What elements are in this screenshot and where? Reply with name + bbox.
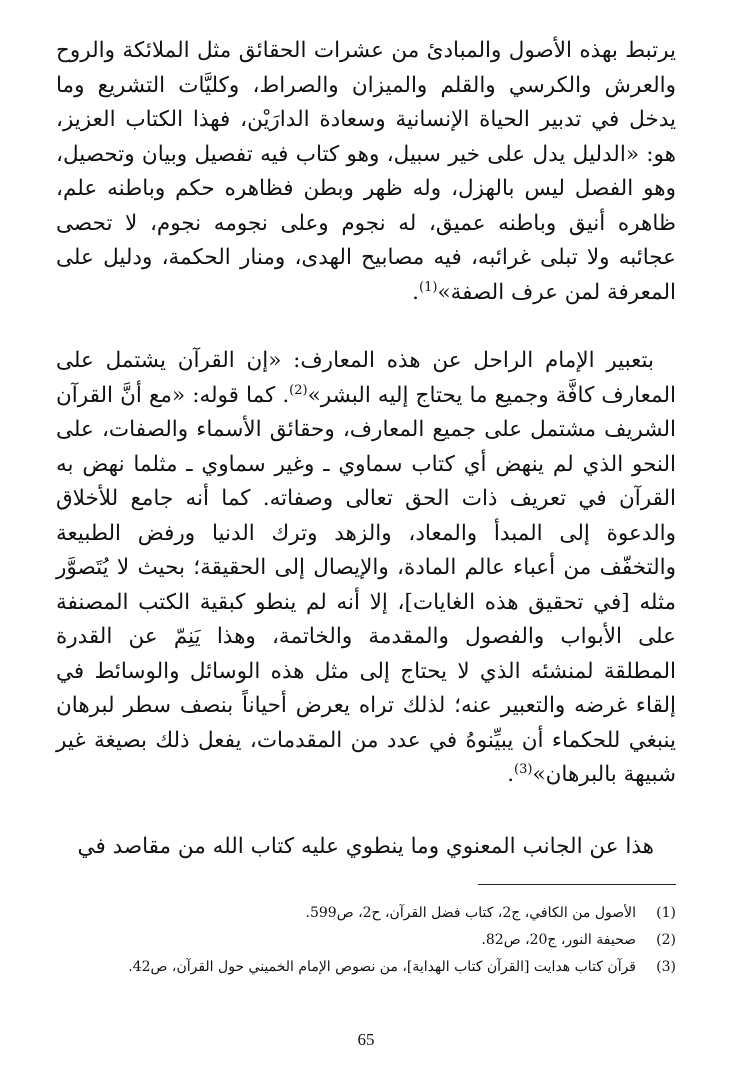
footnote-number: (3) xyxy=(656,959,676,975)
paragraph-2-text-b: . كما قوله: «مع أنَّ القرآن الشريف مشتمل على جميع المعارف، وحقائق الأسماء والصفات، على النحو الذي لم ينهض أي كتاب سماوي ـ وغير سماوي ـ مثلما نهض به القرآن في تعريف ذات الحق تعالى وصفاته. كما أنه جامع للأخلاق والدعوة إلى المبدأ والمعاد، والزهد وترك الدنيا ورفض الطبيعة والتخفّف من أعباء عالم المادة، والإيصال إلى الحقيقة؛ بحيث لا يُتَصوَّر مثله [في تحقيق هذه الغايات]، إلا أنه لم ينطو كبقية الكتب المصنفة على الأبواب والفصول والمقدمة والخاتمة، وهذا يَنِمّ عن القدرة المطلقة لمنشئه الذي لا يحتاج إلى مثل هذه الوسائل والوسائط في إلقاء غرضه والتعبير عنه؛ لذلك تراه يعرض أحياناً بنصف سطر لبرهان ينبغي للحكماء أن يبيِّنوهُ في عدد من المقدمات، يفعل ذلك بصيغة غير شبيهة بالبرهان» xyxy=(56,382,676,787)
footnote-3 xyxy=(56,954,676,981)
footnote-text: صحيفة النور، ج20، ص82. xyxy=(481,932,636,948)
footnote-2 xyxy=(56,927,676,954)
footnote-text: الأصول من الكافي، ج2، كتاب فضل القرآن، ح2، ص599. xyxy=(305,905,636,921)
footnote-1 xyxy=(56,900,676,927)
footnote-number: (1) xyxy=(656,905,676,921)
paragraph-1-text: يرتبط بهذه الأصول والمبادئ من عشرات الحقائق مثل الملائكة والروح والعرش والكرسي والقلم والميزان والصراط، وكليَّات التشريع وما يدخل في تدبير الحياة الإنسانية وسعادة الدارَيْن، فهذا الكتاب العزيز، هو: «الدليل يدل على خير سبيل، وهو كتاب فيه تفصيل وبيان وتحصيل، وهو الفصل ليس بالهزل، وله ظهر وبطن فظاهره حكم وباطنه علم، ظاهره أنيق وباطنه عميق، له نجوم وعلى نجومه نجوم، لا تحصى عجائبه ولا تبلى غرائبه، فيه مصابيح الهدى، ومنار الحكمة، ودليل على المعرفة لمن عرف الصفة» xyxy=(56,38,676,305)
footnotes-list xyxy=(56,900,676,981)
paragraph-3-text: هذا عن الجانب المعنوي وما ينطوي عليه كتاب الله من مقاصد في xyxy=(77,834,654,859)
footnote-ref-2: (2) xyxy=(289,382,308,398)
footnote-separator xyxy=(478,884,676,885)
paragraph-3 xyxy=(56,830,676,865)
footnote-text: قرآن كتاب هدايت [القرآن كتاب الهداية]، من نصوص الإمام الخميني حول القرآن، ص42. xyxy=(128,959,636,975)
paragraph-1 xyxy=(56,34,676,310)
footnote-number: (2) xyxy=(656,932,676,948)
paragraph-2-text-a: بتعبير الإمام الراحل عن هذه المعارف: «إن القرآن يشتمل على المعارف كافَّة وجميع ما يحتاج إليه البشر» xyxy=(56,348,676,408)
page-number: 65 xyxy=(357,1030,375,1049)
footnote-ref-1: (1) xyxy=(419,279,438,295)
paragraph-1-tail: . xyxy=(412,279,419,305)
paragraph-2 xyxy=(56,344,676,793)
footnote-ref-3: (3) xyxy=(514,761,533,777)
book-page xyxy=(56,34,676,1054)
paragraph-2-tail: . xyxy=(507,762,515,787)
